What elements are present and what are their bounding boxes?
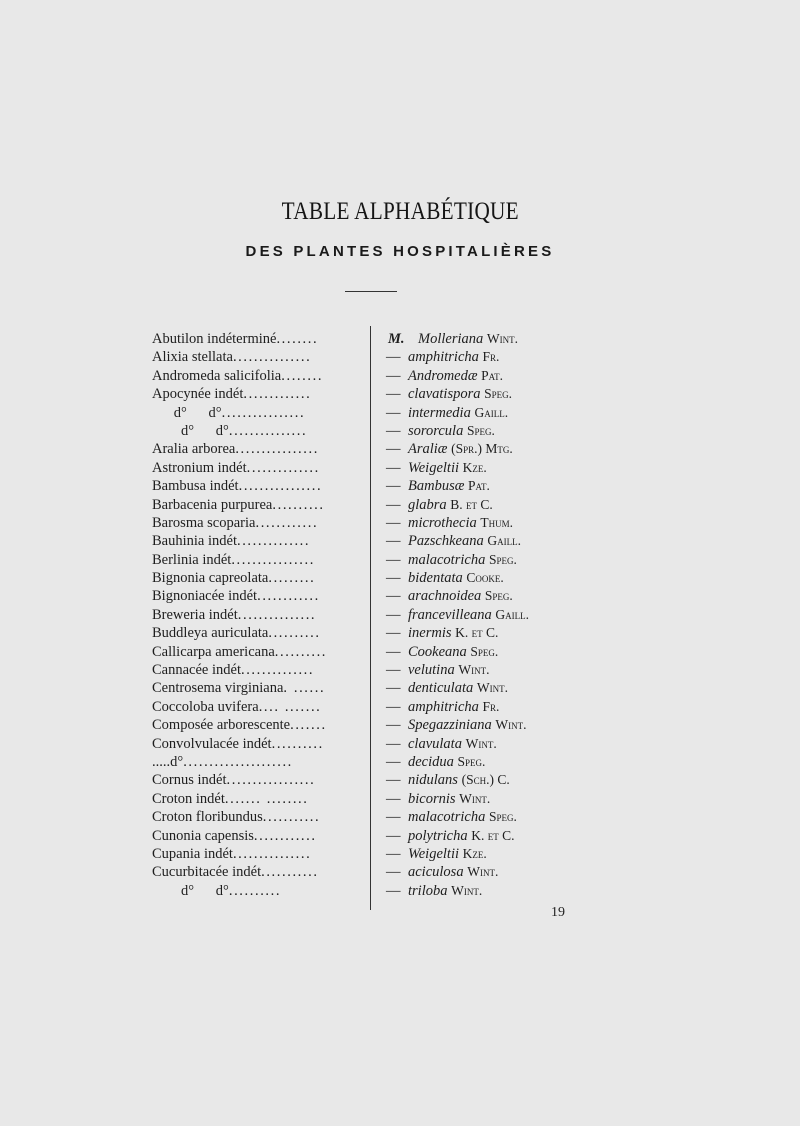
plant-name: Barbacenia purpurea — [152, 496, 273, 513]
ditto-dash: — — [386, 662, 401, 679]
species-name: sororcula — [408, 422, 464, 439]
plant-list — [152, 330, 362, 900]
plant-name: Astronium indét — [152, 459, 247, 476]
author-name: Fr. — [482, 698, 500, 714]
ditto-dash: — — [386, 809, 401, 826]
ditto-dash: — — [386, 386, 401, 403]
author-name: Speg. — [484, 588, 513, 604]
dot-leader: ................. — [226, 772, 316, 789]
plant-entry — [152, 771, 362, 789]
species-name: Bambusæ — [408, 478, 465, 495]
dot-leader: ................ — [221, 404, 306, 421]
plant-entry — [152, 882, 362, 900]
plant-name: Barosma scoparia — [152, 514, 256, 531]
author-name: Speg. — [470, 643, 499, 659]
ditto-dash: — — [386, 698, 401, 715]
species-name: nidulans — [408, 772, 458, 789]
ditto-dash: — — [386, 790, 401, 807]
dot-leader: ................ — [231, 551, 315, 568]
plant-entry — [152, 551, 362, 569]
plant-name: Cucurbitacée indét — [152, 864, 262, 881]
plant-entry — [152, 514, 362, 532]
dot-leader: ............ — [255, 514, 319, 531]
ditto-dash: — — [386, 478, 401, 495]
dot-leader: ............... — [232, 349, 312, 366]
plant-name: Cupania indét — [152, 845, 233, 862]
genus-abbrev: M. — [388, 331, 405, 347]
fungus-entry — [380, 551, 600, 569]
species-name: Spegazziniana — [408, 717, 492, 734]
fungus-entry — [380, 587, 600, 605]
plant-name: Buddleya auriculata — [152, 625, 269, 642]
dot-leader: .......... — [274, 643, 328, 660]
ditto-dash: — — [386, 441, 401, 458]
plant-entry — [152, 624, 362, 642]
fungus-entry — [380, 624, 600, 642]
species-name: decidua — [408, 753, 454, 770]
dot-leader: .............. — [236, 533, 311, 550]
species-name: Pazschkeana — [408, 533, 484, 550]
ditto-dash: — — [386, 404, 401, 421]
plant-entry — [152, 679, 362, 697]
author-name: Gaill. — [474, 404, 509, 420]
ditto-dash: — — [386, 753, 401, 770]
species-name: denticulata — [408, 680, 474, 697]
species-name: amphitricha — [408, 698, 479, 715]
dot-leader: ............ — [253, 827, 317, 844]
dot-leader: .......... — [272, 496, 325, 513]
fungus-entry — [380, 753, 600, 771]
author-name: Thum. — [480, 514, 513, 530]
author-name: Kze. — [462, 459, 487, 475]
plant-entry — [152, 643, 362, 661]
fungus-entry — [380, 716, 600, 734]
author-name: Wint. — [486, 331, 518, 346]
fungus-entry — [380, 808, 600, 826]
author-name: Wint. — [467, 864, 499, 880]
plant-entry — [152, 385, 362, 403]
author-name: Speg. — [484, 386, 513, 402]
ditto-dash: — — [386, 588, 401, 605]
fungus-entry — [380, 569, 600, 587]
species-name: bicornis — [408, 790, 456, 807]
fungus-entry — [380, 367, 600, 385]
plant-name: Aralia arborea — [152, 441, 236, 458]
author-name: Cooke. — [466, 570, 504, 586]
plant-name: Bambusa indét — [152, 478, 239, 495]
dot-leader: .......... — [271, 735, 324, 752]
fungus-entry — [380, 422, 600, 440]
plant-entry — [152, 459, 362, 477]
ditto-dash: — — [386, 551, 401, 568]
page-subtitle: DES PLANTES HOSPITALIÈRES — [245, 243, 555, 260]
plant-entry — [152, 404, 362, 422]
species-name: Andromedæ — [408, 367, 478, 384]
species-name: clavatispora — [408, 386, 481, 403]
dot-leader: ........ — [281, 367, 324, 384]
species-name: glabra — [408, 496, 447, 513]
plant-name: d° d° — [152, 404, 222, 421]
author-name: K. et C. — [455, 625, 499, 641]
species-name: microthecia — [408, 514, 477, 531]
plant-entry — [152, 422, 362, 440]
fungus-entry — [380, 348, 600, 366]
ditto-dash: — — [386, 882, 401, 899]
species-name: arachnoidea — [408, 588, 482, 605]
plant-name: Alixia stellata — [152, 349, 233, 366]
fungus-entry — [380, 643, 600, 661]
plant-entry — [152, 532, 362, 550]
fungus-list — [380, 330, 600, 900]
author-name: Speg. — [488, 809, 517, 825]
ditto-dash: — — [386, 717, 401, 734]
ditto-dash: — — [386, 459, 401, 476]
ditto-dash: — — [386, 864, 401, 881]
fungus-entry — [380, 845, 600, 863]
species-name: francevilleana — [408, 606, 492, 623]
fungus-entry — [380, 532, 600, 550]
species-name: triloba — [408, 882, 448, 899]
plant-name: Bauhinia indét — [152, 533, 237, 550]
fungus-entry — [380, 882, 600, 900]
fungus-entry — [380, 330, 600, 348]
dot-leader: .... ....... — [258, 698, 322, 715]
plant-name: d° d° — [152, 882, 229, 899]
dot-leader: ............... — [237, 606, 317, 623]
author-name: Gaill. — [487, 533, 521, 549]
fungus-entry — [380, 863, 600, 881]
author-name: B. et C. — [450, 496, 493, 512]
plant-name: Composée arborescente — [152, 717, 291, 734]
dot-leader: .......... — [268, 625, 321, 642]
ditto-dash: — — [386, 533, 401, 550]
ditto-dash: — — [386, 735, 401, 752]
ditto-dash: — — [386, 680, 401, 697]
fungus-entry — [380, 606, 600, 624]
author-name: Kze. — [462, 845, 487, 861]
plant-entry — [152, 808, 362, 826]
plant-entry — [152, 698, 362, 716]
author-name: Wint. — [495, 717, 527, 733]
author-name: K. et C. — [471, 827, 515, 843]
plant-name: Croton floribundus — [152, 809, 263, 826]
fungus-entry — [380, 385, 600, 403]
fungus-entry — [380, 790, 600, 808]
author-name: Pat. — [468, 478, 490, 494]
author-name: Pat. — [481, 367, 504, 383]
author-name: Speg. — [488, 551, 517, 567]
dot-leader: .......... — [228, 882, 282, 899]
species-name: bidentata — [408, 570, 463, 587]
ditto-dash: — — [386, 606, 401, 623]
species-name: intermedia — [408, 404, 471, 421]
species-name: amphitricha — [408, 349, 479, 366]
author-name: Wint. — [465, 735, 497, 751]
species-name: Cookeana — [408, 643, 467, 660]
plant-name: Cornus indét — [152, 772, 227, 789]
dot-leader: ....... — [290, 717, 327, 734]
dot-leader: ............. — [243, 386, 312, 403]
plant-entry — [152, 569, 362, 587]
species-name: malacotricha — [408, 551, 486, 568]
dot-leader: ............... — [232, 845, 312, 862]
ditto-dash: — — [386, 570, 401, 587]
fungus-entry — [380, 440, 600, 458]
ditto-dash: — — [386, 367, 401, 384]
ditto-dash: — — [386, 422, 401, 439]
fungus-entry — [380, 698, 600, 716]
ditto-dash: — — [386, 772, 401, 789]
plant-name: Andromeda salicifolia — [152, 367, 282, 384]
plant-entry — [152, 348, 362, 366]
ditto-dash: — — [386, 349, 401, 366]
species-name: inermis — [408, 625, 452, 642]
plant-name: Croton indét — [152, 790, 225, 807]
plant-entry — [152, 477, 362, 495]
plant-entry — [152, 827, 362, 845]
plant-entry — [152, 735, 362, 753]
species-name: Weigeltii — [408, 459, 460, 476]
plant-entry — [152, 367, 362, 385]
dot-leader: ................ — [238, 478, 323, 495]
plant-name: Abutilon indéterminé — [152, 331, 277, 347]
fungus-entry — [380, 459, 600, 477]
species-name: polytricha — [408, 827, 468, 844]
title-rule — [345, 291, 397, 292]
plant-entry — [152, 753, 362, 771]
species-name: Molleriana — [418, 331, 484, 347]
ditto-dash: — — [386, 845, 401, 862]
dot-leader: ........ — [276, 331, 319, 347]
plant-name: Bignoniacée indét — [152, 588, 258, 605]
plant-name: Breweria indét — [152, 606, 238, 623]
plant-name: Coccoloba uvifera — [152, 698, 259, 715]
plant-entry — [152, 330, 362, 348]
plant-name: Cunonia capensis — [152, 827, 254, 844]
plant-entry — [152, 716, 362, 734]
fungus-entry — [380, 477, 600, 495]
author-name: Speg. — [457, 753, 486, 769]
dot-leader: ......... — [268, 570, 316, 587]
plant-entry — [152, 845, 362, 863]
plant-name: Bignonia capreolata — [152, 570, 269, 587]
plant-entry — [152, 496, 362, 514]
plant-entry — [152, 863, 362, 881]
species-name: malacotricha — [408, 809, 486, 826]
species-name: aciculosa — [408, 864, 464, 881]
dot-leader: ........... — [262, 809, 321, 826]
plant-entry — [152, 440, 362, 458]
ditto-dash: — — [386, 643, 401, 660]
author-name: Wint. — [451, 882, 483, 898]
plant-name: Apocynée indét — [152, 386, 244, 403]
dot-leader: ................ — [235, 441, 319, 458]
plant-name: Centrosema virginiana — [152, 680, 284, 697]
species-name: velutina — [408, 662, 455, 679]
plant-name: Cannacée indét — [152, 662, 241, 679]
plant-name: d° d° — [152, 422, 229, 439]
fungus-entry — [380, 661, 600, 679]
fungus-entry — [380, 679, 600, 697]
column-divider — [370, 326, 371, 910]
plant-name: Callicarpa americana — [152, 643, 275, 660]
dot-leader: ....... ........ — [224, 790, 309, 807]
author-name: Wint. — [459, 790, 491, 806]
plant-entry — [152, 790, 362, 808]
plant-entry — [152, 661, 362, 679]
plant-name: Berlinia indét — [152, 551, 232, 568]
fungus-entry — [380, 496, 600, 514]
author-name: Speg. — [466, 422, 495, 438]
author-name: (Spr.) Mtg. — [451, 441, 513, 457]
species-name: Weigeltii — [408, 845, 460, 862]
fungus-entry — [380, 404, 600, 422]
dot-leader: ............... — [228, 422, 308, 439]
ditto-dash: — — [386, 514, 401, 531]
dot-leader: ........... — [261, 864, 319, 881]
author-name: Gaill. — [495, 606, 530, 622]
plant-name: Convolvulacée indét — [152, 735, 272, 752]
dot-leader: .............. — [240, 662, 315, 679]
dot-leader: ..................... — [183, 753, 293, 770]
plant-name: .....d° — [152, 753, 184, 770]
dot-leader: ............ — [257, 588, 320, 605]
author-name: (Sch.) C. — [461, 772, 510, 788]
author-name: Wint. — [458, 662, 490, 678]
dot-leader: . ...... — [283, 680, 326, 697]
author-name: Wint. — [476, 680, 508, 696]
fungus-entry — [380, 735, 600, 753]
plant-entry — [152, 587, 362, 605]
ditto-dash: — — [386, 827, 401, 844]
page-title: TABLE ALPHABÉTIQUE — [281, 198, 519, 225]
species-name: Araliæ — [408, 441, 448, 458]
page-number: 19 — [551, 905, 565, 920]
species-name: clavulata — [408, 735, 462, 752]
dot-leader: .............. — [246, 459, 320, 476]
fungus-entry — [380, 827, 600, 845]
author-name: Fr. — [482, 349, 500, 365]
ditto-dash: — — [386, 496, 401, 513]
fungus-entry — [380, 514, 600, 532]
plant-entry — [152, 606, 362, 624]
fungus-entry — [380, 771, 600, 789]
ditto-dash: — — [386, 625, 401, 642]
